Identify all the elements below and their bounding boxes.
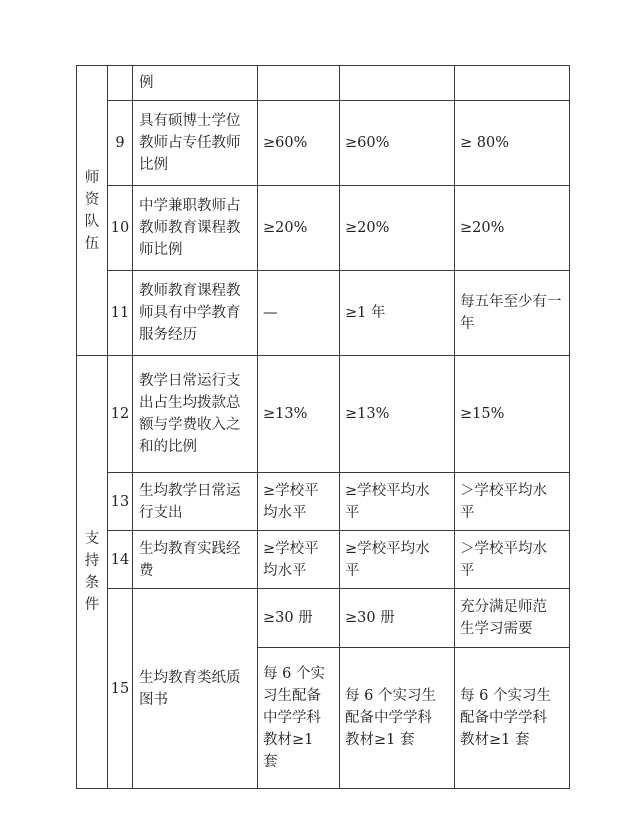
value-cell: ≥30 册 [258, 589, 340, 648]
value-cell [455, 66, 570, 101]
row-number: 13 [108, 473, 133, 531]
value-cell: ≥20% [340, 186, 455, 271]
value-cell: 每五年至少有一 年 [455, 271, 570, 356]
value-cell: ≥15% [455, 356, 570, 473]
value-cell: ＞学校平均水 平 [455, 473, 570, 531]
value-cell: 每 6 个实习生 配备中学学科 教材≥1 套 [340, 648, 455, 789]
value-cell [258, 66, 340, 101]
value-cell: ≥学校平 均水平 [258, 531, 340, 589]
value-cell: ≥ 80% [455, 101, 570, 186]
row-number: 9 [108, 101, 133, 186]
indicator-name: 教师教育课程教 师具有中学教育 服务经历 [133, 271, 258, 356]
indicator-name: 生均教学日常运 行支出 [133, 473, 258, 531]
value-cell: ≥60% [340, 101, 455, 186]
value-cell [340, 66, 455, 101]
value-cell: ≥13% [340, 356, 455, 473]
value-cell: 每 6 个实习生 配备中学学科 教材≥1 套 [455, 648, 570, 789]
value-cell: 每 6 个实 习生配备 中学学科 教材≥1 套 [258, 648, 340, 789]
table-row [77, 271, 570, 356]
row-number [108, 66, 133, 101]
value-cell: ≥20% [455, 186, 570, 271]
indicator-name: 中学兼职教师占 教师教育课程教 师比例 [133, 186, 258, 271]
value-cell: — [258, 271, 340, 356]
row-number: 12 [108, 356, 133, 473]
table-row [77, 186, 570, 271]
indicator-name: 具有硕博士学位 教师占专任教师 比例 [133, 101, 258, 186]
value-cell: ≥30 册 [340, 589, 455, 648]
row-number: 10 [108, 186, 133, 271]
table-row [77, 66, 570, 101]
table-row [77, 356, 570, 473]
value-cell: ≥20% [258, 186, 340, 271]
value-cell: ＞学校平均水 平 [455, 531, 570, 589]
value-cell: ≥13% [258, 356, 340, 473]
section-label-support: 支持条件 [77, 356, 108, 789]
value-cell: ≥学校平均水 平 [340, 473, 455, 531]
value-cell: ≥60% [258, 101, 340, 186]
value-cell: ≥学校平均水 平 [340, 531, 455, 589]
table-row [77, 101, 570, 186]
indicator-name: 生均教育类纸质 图书 [133, 589, 258, 789]
table-row [77, 531, 570, 589]
standards-table [76, 65, 570, 789]
table-row [77, 473, 570, 531]
section-label-faculty: 师资队伍 [77, 66, 108, 356]
row-number: 11 [108, 271, 133, 356]
value-cell: ≥1 年 [340, 271, 455, 356]
indicator-name: 例 [133, 66, 258, 101]
row-number: 14 [108, 531, 133, 589]
row-number: 15 [108, 589, 133, 789]
value-cell: ≥学校平 均水平 [258, 473, 340, 531]
table-row [77, 589, 570, 648]
indicator-name: 教学日常运行支 出占生均拨款总 额与学费收入之 和的比例 [133, 356, 258, 473]
indicator-name: 生均教育实践经 费 [133, 531, 258, 589]
value-cell: 充分满足师范 生学习需要 [455, 589, 570, 648]
